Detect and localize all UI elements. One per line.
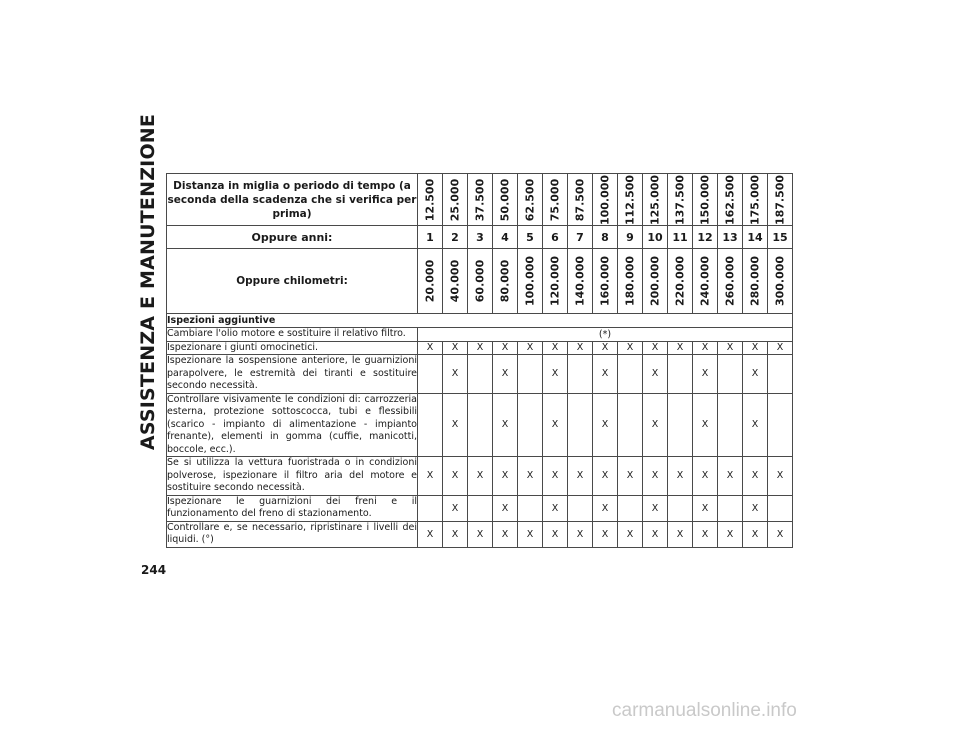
miles-header-cell [418, 174, 443, 226]
row-mark [518, 495, 543, 521]
row-mark [568, 393, 593, 457]
row-mark: X [418, 457, 443, 496]
years-header-row [167, 226, 793, 249]
miles-header-value: 62.500 [523, 178, 537, 221]
row-mark: X [593, 341, 618, 355]
km-header-value: 80.000 [498, 259, 512, 303]
row-mark: X [468, 341, 493, 355]
row-mark: X [693, 495, 718, 521]
row-description: Ispezionare le guarnizioni dei freni e il funzionamento del freno di stazionamento. [167, 495, 417, 519]
km-header-cell [493, 249, 518, 314]
row-mark: X [693, 393, 718, 457]
row-mark: X [693, 457, 718, 496]
years-header-cell: 1 [418, 226, 443, 249]
row-mark: X [593, 521, 618, 547]
row-mark: X [593, 495, 618, 521]
row-mark: X [743, 521, 768, 547]
miles-header-value: 75.000 [548, 178, 562, 221]
row-mark: X [693, 355, 718, 394]
miles-header-cell [593, 174, 618, 226]
row-mark [718, 355, 743, 394]
miles-header-value: 137.500 [673, 174, 687, 225]
row-mark [568, 355, 593, 394]
miles-header-cell [668, 174, 693, 226]
km-header-value: 260.000 [723, 255, 737, 307]
row-mark [468, 393, 493, 457]
row-mark [768, 495, 793, 521]
row-mark: X [718, 521, 743, 547]
years-header-cell: 5 [518, 226, 543, 249]
miles-header-value: 112.500 [623, 174, 637, 225]
maintenance-schedule-table [166, 173, 793, 548]
row-mark: X [743, 393, 768, 457]
miles-header-value: 100.000 [598, 174, 612, 225]
row-mark [768, 355, 793, 394]
km-header-cell [543, 249, 568, 314]
row-mark [418, 495, 443, 521]
row-mark [518, 355, 543, 394]
miles-header-cell [693, 174, 718, 226]
row-mark [618, 355, 643, 394]
km-header-value: 20.000 [423, 259, 437, 303]
row-mark: X [618, 457, 643, 496]
row-mark [518, 393, 543, 457]
years-header-label: Oppure anni: [167, 226, 418, 249]
row-mark: X [443, 355, 468, 394]
miles-header-row [167, 174, 793, 226]
row-mark: X [618, 341, 643, 355]
years-header-cell: 8 [593, 226, 618, 249]
row-mark: X [668, 341, 693, 355]
km-header-cell [768, 249, 793, 314]
row-mark: X [443, 341, 468, 355]
row-mark: X [718, 457, 743, 496]
row-mark: X [443, 457, 468, 496]
row-mark: X [568, 521, 593, 547]
km-header-value: 300.000 [773, 255, 787, 307]
row-description: Cambiare l'olio motore e sostituire il relativo filtro. [167, 328, 418, 342]
km-header-cell [618, 249, 643, 314]
row-mark: X [518, 457, 543, 496]
row-mark: X [443, 495, 468, 521]
miles-header-value: 150.000 [698, 174, 712, 225]
side-section-title-text: ASSISTENZA E MANUTENZIONE [137, 113, 159, 451]
row-mark: X [768, 341, 793, 355]
row-description: Controllare visivamente le condizioni di: carrozzeria esterna, protezione sottoscocca, tubi e flessibili (scarico - impianto di alimentazione - impianto frenante), elementi in gomma (cuffie, manicotti, boccole, ecc.). [167, 393, 417, 455]
row-mark: X [643, 457, 668, 496]
miles-header-cell [568, 174, 593, 226]
row-mark: X [618, 521, 643, 547]
miles-header-cell [768, 174, 793, 226]
row-mark: X [543, 457, 568, 496]
row-mark: X [493, 393, 518, 457]
miles-header-cell [543, 174, 568, 226]
miles-header-value: 87.500 [573, 178, 587, 221]
row-mark: X [493, 495, 518, 521]
miles-header-cell [618, 174, 643, 226]
km-header-value: 120.000 [548, 255, 562, 307]
km-header-value: 280.000 [748, 255, 762, 307]
row-mark: X [643, 495, 668, 521]
km-header-value: 100.000 [523, 255, 537, 307]
km-header-value: 200.000 [648, 255, 662, 307]
row-mark [418, 393, 443, 457]
miles-header-value: 12.500 [423, 178, 437, 221]
miles-header-value: 37.500 [473, 178, 487, 221]
km-header-cell [668, 249, 693, 314]
row-mark: X [543, 355, 568, 394]
row-mark: X [593, 355, 618, 394]
row-mark: X [493, 341, 518, 355]
row-mark: X [743, 495, 768, 521]
row-mark [618, 495, 643, 521]
km-header-cell [468, 249, 493, 314]
table-row [167, 457, 793, 496]
row-mark [468, 355, 493, 394]
miles-header-value: 175.000 [748, 174, 762, 225]
row-mark: X [418, 521, 443, 547]
row-description: Controllare e, se necessario, ripristinare i livelli dei liquidi. (°) [167, 521, 417, 545]
row-mark [718, 393, 743, 457]
years-header-cell: 4 [493, 226, 518, 249]
section-title: Ispezioni aggiuntive [167, 314, 793, 328]
row-mark: X [518, 341, 543, 355]
row-mark: X [768, 457, 793, 496]
table-row [167, 393, 793, 457]
row-mark: X [668, 457, 693, 496]
row-mark: X [743, 341, 768, 355]
years-header-cell: 2 [443, 226, 468, 249]
row-mark [718, 495, 743, 521]
years-header-cell: 3 [468, 226, 493, 249]
row-mark [418, 355, 443, 394]
distance-header-label: Distanza in miglia o periodo di tempo (a seconda della scadenza che si verifica per prima) [167, 174, 418, 226]
row-description: Se si utilizza la vettura fuoristrada o in condizioni polverose, ispezionare il filtro aria del motore e sostituire secondo necessità. [167, 457, 417, 493]
row-mark: X [693, 521, 718, 547]
row-mark: X [493, 521, 518, 547]
years-header-cell: 11 [668, 226, 693, 249]
km-header-cell [593, 249, 618, 314]
miles-header-value: 162.500 [723, 174, 737, 225]
km-header-row [167, 249, 793, 314]
miles-header-value: 125.000 [648, 174, 662, 225]
km-header-cell [743, 249, 768, 314]
km-header-cell [568, 249, 593, 314]
years-header-cell: 9 [618, 226, 643, 249]
km-header-value: 180.000 [623, 255, 637, 307]
row-mark: X [543, 521, 568, 547]
watermark: carmanualsonline.info [612, 700, 797, 721]
row-mark: X [468, 521, 493, 547]
years-header-cell: 14 [743, 226, 768, 249]
row-mark: X [568, 341, 593, 355]
row-mark [468, 495, 493, 521]
miles-header-value: 50.000 [498, 178, 512, 221]
years-header-cell: 12 [693, 226, 718, 249]
side-section-title [137, 113, 159, 451]
miles-header-cell [743, 174, 768, 226]
years-header-cell: 13 [718, 226, 743, 249]
section-row [167, 314, 793, 328]
miles-header-cell [718, 174, 743, 226]
row-mark: X [493, 457, 518, 496]
row-mark [668, 495, 693, 521]
row-mark: X [543, 393, 568, 457]
km-header-cell [418, 249, 443, 314]
km-header-value: 240.000 [698, 255, 712, 307]
miles-header-cell [468, 174, 493, 226]
km-header-cell [518, 249, 543, 314]
years-header-cell: 10 [643, 226, 668, 249]
row-mark [668, 355, 693, 394]
row-mark: X [768, 521, 793, 547]
row-mark [768, 393, 793, 457]
km-header-cell [718, 249, 743, 314]
miles-header-cell [518, 174, 543, 226]
km-header-value: 40.000 [448, 259, 462, 303]
row-mark: X [593, 457, 618, 496]
row-mark: X [743, 355, 768, 394]
table-row [167, 521, 793, 547]
row-mark: X [743, 457, 768, 496]
row-mark: X [543, 341, 568, 355]
row-mark: X [668, 521, 693, 547]
miles-header-value: 187.500 [773, 174, 787, 225]
row-mark: X [443, 393, 468, 457]
miles-header-cell [493, 174, 518, 226]
row-mark: X [693, 341, 718, 355]
row-mark: X [593, 393, 618, 457]
miles-header-cell [643, 174, 668, 226]
km-header-value: 60.000 [473, 259, 487, 303]
row-mark: X [518, 521, 543, 547]
row-mark: X [493, 355, 518, 394]
years-header-cell: 15 [768, 226, 793, 249]
km-header-cell [693, 249, 718, 314]
row-description: Ispezionare i giunti omocinetici. [167, 341, 418, 355]
row-mark [568, 495, 593, 521]
km-header-label: Oppure chilometri: [167, 249, 418, 314]
years-header-cell: 6 [543, 226, 568, 249]
km-header-cell [643, 249, 668, 314]
miles-header-cell [443, 174, 468, 226]
row-mark: X [718, 341, 743, 355]
table-row [167, 341, 793, 355]
row-mark: X [643, 393, 668, 457]
row-mark: X [568, 457, 593, 496]
row-mark: X [643, 341, 668, 355]
km-header-cell [443, 249, 468, 314]
row-note: (*) [418, 328, 793, 342]
km-header-value: 140.000 [573, 255, 587, 307]
row-mark: X [418, 341, 443, 355]
miles-header-value: 25.000 [448, 178, 462, 221]
years-header-cell: 7 [568, 226, 593, 249]
km-header-value: 160.000 [598, 255, 612, 307]
row-mark: X [543, 495, 568, 521]
row-mark: X [643, 355, 668, 394]
table-row [167, 328, 793, 342]
table-row [167, 355, 793, 394]
page-number: 244 [141, 563, 167, 577]
row-mark: X [468, 457, 493, 496]
row-mark [668, 393, 693, 457]
km-header-value: 220.000 [673, 255, 687, 307]
row-mark: X [643, 521, 668, 547]
row-description: Ispezionare la sospensione anteriore, le guarnizioni parapolvere, le estremità dei tiranti e sostituire secondo necessità. [167, 355, 417, 391]
row-mark [618, 393, 643, 457]
table-row [167, 495, 793, 521]
row-mark: X [443, 521, 468, 547]
